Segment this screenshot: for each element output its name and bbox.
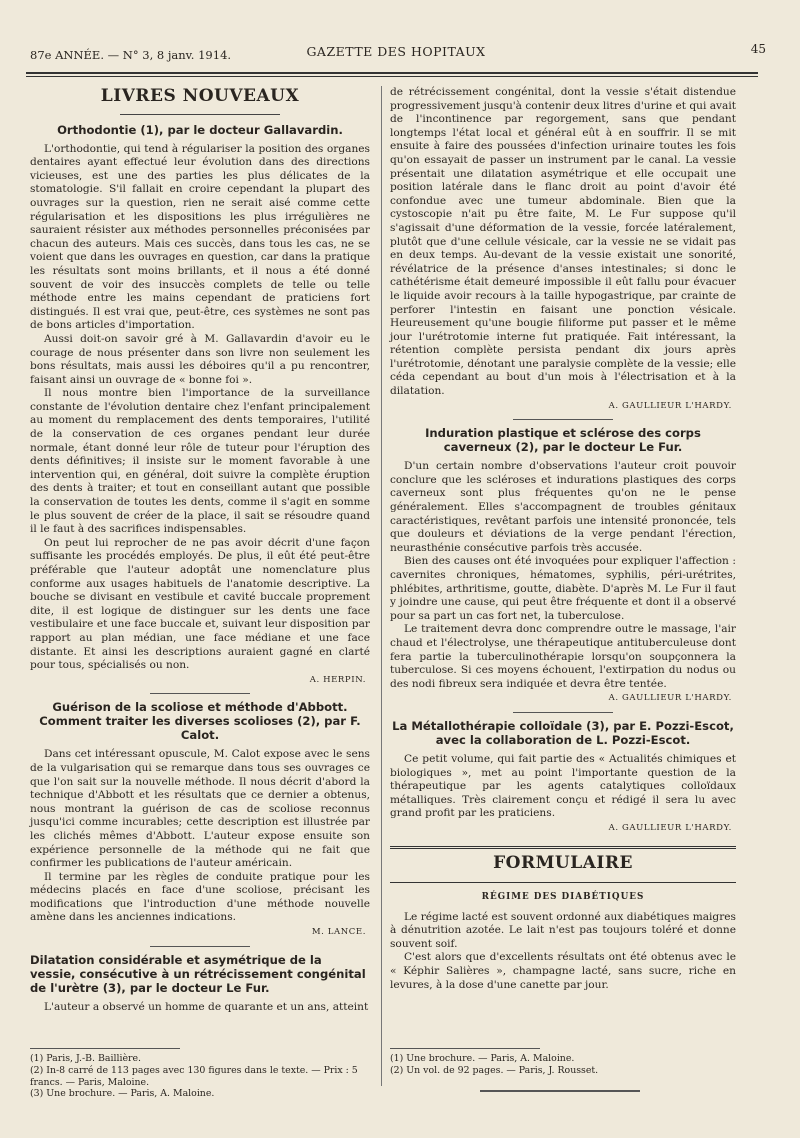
subheading: RÉGIME DES DIABÉTIQUES [481, 892, 645, 903]
paragraph: Le traitement devra donc comprendre outre le massage, l'air chaud et l'électrolyse, une thérapeutique antituberculeuse dont fera partie la tuberculinothérapie lorsqu'on soupçonnera la tuberculose. Si ces moyens échouent, l'extirpation du nodus ou des nodi fibreux sera indiquée et devra être tentée. [390, 623, 736, 690]
author-signature: A. HERPIN. [309, 674, 366, 685]
divider [150, 946, 250, 947]
footnote: (1) Paris, J.-B. Baillière. [30, 1053, 142, 1064]
paragraph: L'orthodontie, qui tend à régulariser la position des organes dentaires ayant effectué leur évolution dans des directions vicieuses, est une des parties les plus délicates de la stomatologie. S'il fallait en croire cependant la plupart des ouvrages sur la question, rien ne serait aisé comme cette régularisation et les dispositions les plus irrégulières ne sauraient résister aux méthodes personnelles préconisées par chacun des auteurs. Mais ces succès, dans tous les cas, ne se voient que dans les ouvrages en question, car dans la pratique les résultats sont moins brillants, et il nous a été donné souvent de voir des insuccès complets de telle ou telle méthode entre les mains cependant de praticiens fort distingués. Il est vrai que, peut-être, ces systèmes ne sont pas de bons articles d'importation. [30, 142, 370, 332]
divider [150, 693, 250, 694]
footnotes-right [390, 1048, 710, 1077]
paragraph: Il termine par les règles de conduite pratique pour les médecins placés en face d'une scoliose, précisant les modifications que l'introduction d'une méthode nouvelle amène dans les anciennes indications. [30, 870, 370, 924]
footnote: (1) Une brochure. — Paris, A. Maloine. [390, 1053, 575, 1064]
section-title-formulaire: FORMULAIRE [493, 852, 633, 873]
right-column [390, 86, 736, 992]
footnote: (2) Un vol. de 92 pages. — Paris, J. Rousset. [390, 1064, 599, 1076]
paragraph: Le régime lacté est souvent ordonné aux diabétiques maigres à dénutrition azotée. Le lait n'est pas toujours toléré et donne souvent soif. [390, 910, 736, 950]
paragraph: On peut lui reprocher de ne pas avoir décrit d'une façon suffisante les procédés employés. De plus, il eût été peut-être préférable que l'auteur adoptât une nomenclature plus conforme aux usages habituels de l'anatomie descriptive. La bouche se divisant en vestibule et cavité buccale proprement dite, il est logique de distinguer sur les dents une face vestibulaire et une face buccale et, suivant leur disposition par rapport au plan médian, une face médiane et une face distante. Et ainsi les descriptions auraient gagné en clarté pour tous, spécialisés ou non. [30, 536, 370, 672]
footnote: (2) In-8 carré de 113 pages avec 130 figures dans le texte. — Prix : 5 francs. — Paris, Maloine. [30, 1064, 358, 1088]
section-title: LIVRES NOUVEAUX [100, 86, 300, 106]
paragraph: Aussi doit-on savoir gré à M. Gallavardin d'avoir eu le courage de nous présenter dans son livre non seulement les bons résultats, mais aussi les déboires qu'il a pu rencontrer, faisant ainsi un ouvrage de « bonne foi ». [30, 332, 370, 386]
paragraph: C'est alors que d'excellents résultats ont été obtenus avec le « Képhir Salières », champagne lacté, sans sucre, riche en levures, à la dose d'une canette par jour. [390, 951, 736, 991]
end-ornament [480, 1090, 640, 1092]
article-title-scoliose: Guérison de la scoliose et méthode d'Abbott. Comment traiter les diverses scolioses (2), par F. Calot. [39, 700, 361, 743]
paragraph: D'un certain nombre d'observations l'auteur croit pouvoir conclure que les scléroses et indurations plastiques des corps caverneux sont plus fréquentes qu'on ne le pense généralement. Elles s'accompagnent de troubles génitaux caractéristiques, revêtant parfois une intensité prononcée, tels que douleurs et déviations de la verge pendant l'érection, neurasthénie consécutive parfois très accusée. [390, 460, 736, 554]
footnote: (3) Une brochure. — Paris, A. Maloine. [30, 1088, 215, 1100]
divider [513, 712, 613, 713]
formulaire-heading-box [390, 846, 736, 884]
paragraph: L'auteur a observé un homme de quarante et un ans, atteint [44, 1000, 369, 1013]
paragraph: Il nous montre bien l'importance de la surveillance constante de l'évolution dentaire chez l'enfant principalement au moment du remplacement des dents temporaires, l'utilité de la conservation de ces organes pendant leur durée normale, étant donné leur rôle de tuteur pour l'éruption des dents définitives; il insiste sur le moment favorable à une intervention qui, en général, doit suivre la complète éruption des dents à traiter; et tout en conseillant autant que possible la conservation de toutes les dents, comme il s'agit en somme le plus souvent de créer de la place, il sait se résoudre quand il le faut à des sacrifices indispensables. [30, 387, 370, 536]
author-signature: A. GAULLIEUR L'HARDY. [608, 400, 732, 411]
article-title-vessie: Dilatation considérable et asymétrique de la vessie, consécutive à un rétrécissement congénital de l'urètre (3), par le docteur Le Fur. [30, 952, 366, 995]
divider [513, 419, 613, 420]
left-column [30, 86, 370, 1014]
page-number: 45 [750, 42, 766, 56]
paragraph: Ce petit volume, qui fait partie des « Actualités chimiques et biologiques », met au point l'importante question de la thérapeutique par les agents catalytiques colloïdaux métalliques. Très clairement conçu et rédigé il sera lu avec grand profit par les praticiens. [390, 752, 736, 820]
article-title-orthodontie: Orthodontie (1), par le docteur Gallavardin. [57, 122, 343, 137]
section-rule [120, 114, 280, 115]
author-signature: A. GAULLIEUR L'HARDY. [608, 693, 732, 704]
column-separator [381, 86, 382, 1086]
paragraph-continued: de rétrécissement congénital, dont la vessie s'était distendue progressivement jusqu'à contenir deux litres d'urine et qui avait de l'incontinence par regorgement, sans que pendant longtemps l'état local et général eût à en souffrir. Il se mit ensuite à faire des poussées d'infection urinaire toutes les fois qu'on essayait de passer un instrument par le canal. La vessie présentait une dilatation asymétrique et elle occupait une position latérale dans le flanc droit au point d'avoir été confondue avec une tumeur abdominale. Bien que la cystoscopie n'ait pu être faite, M. Le Fur suppose qu'il s'agissait d'une déformation de la vessie, forcée latéralement, plutôt que d'une cellule vésicale, car la vessie ne se vidait pas en deux temps. Au-devant de la vessie existait une sonorité, révélatrice de la présence d'anses intestinales; si donc le cathétérisme était demeuré impossible il eût fallu pour évacuer le liquide avoir recours à la taille hypogastrique, par crainte de perforer l'intestin en faisant une ponction vésicale. Heureusement qu'une bougie filiforme put passer et le même jour l'urétrotomie interne fut pratiquée. Fait intéressant, la rétention complète persista pendant dix jours après l'urétrotomie, dénotant une paralysie complète de la vessie; elle céda cependant au bout d'un mois à l'électrisation et à la dilatation. [390, 86, 736, 398]
footnote-rule [30, 1048, 180, 1049]
page-header [26, 42, 766, 64]
author-signature: M. LANCE. [311, 927, 366, 938]
footnotes-left [30, 1048, 360, 1100]
article-title-induration: Induration plastique et sclérose des corps caverneux (2), par le docteur Le Fur. [425, 426, 701, 455]
article-title-metallotherapie: La Métallothérapie colloïdale (3), par E. Pozzi-Escot, avec la collaboration de L. Pozzi-Escot. [392, 718, 734, 747]
section-heading-box [30, 88, 370, 108]
paragraph: Bien des causes ont été invoquées pour expliquer l'affection : cavernites chroniques, hématomes, syphilis, péri-urétrites, phlébites, arthritisme, goutte, diabète. D'après M. Le Fur il faut y joindre une cause, qui peut être fréquente et dont il a observé pour sa part un cas fort net, la tuberculose. [390, 555, 736, 622]
header-rule [26, 72, 758, 77]
footnote-rule [390, 1048, 540, 1049]
paragraph: Dans cet intéressant opuscule, M. Calot expose avec le sens de la vulgarisation qui se remarque dans tous ses ouvrages ce que l'on sait sur la nouvelle méthode. Il nous décrit d'abord la technique d'Abbott et les résultats que ce dernier a obtenus, nous montrant la guérison de cas de scoliose reconnus jusqu'ici comme incurables; cette description est illustrée par les clichés mêmes d'Abbott. L'auteur expose ensuite son expérience personnelle de la méthode qui ne fait que confirmer les publications de l'auteur américain. [30, 748, 370, 870]
issue-info: 87e ANNÉE. — N° 3, 8 janv. 1914. [30, 48, 232, 62]
author-signature: A. GAULLIEUR L'HARDY. [608, 822, 732, 833]
journal-title: GAZETTE DES HOPITAUX [306, 44, 486, 59]
